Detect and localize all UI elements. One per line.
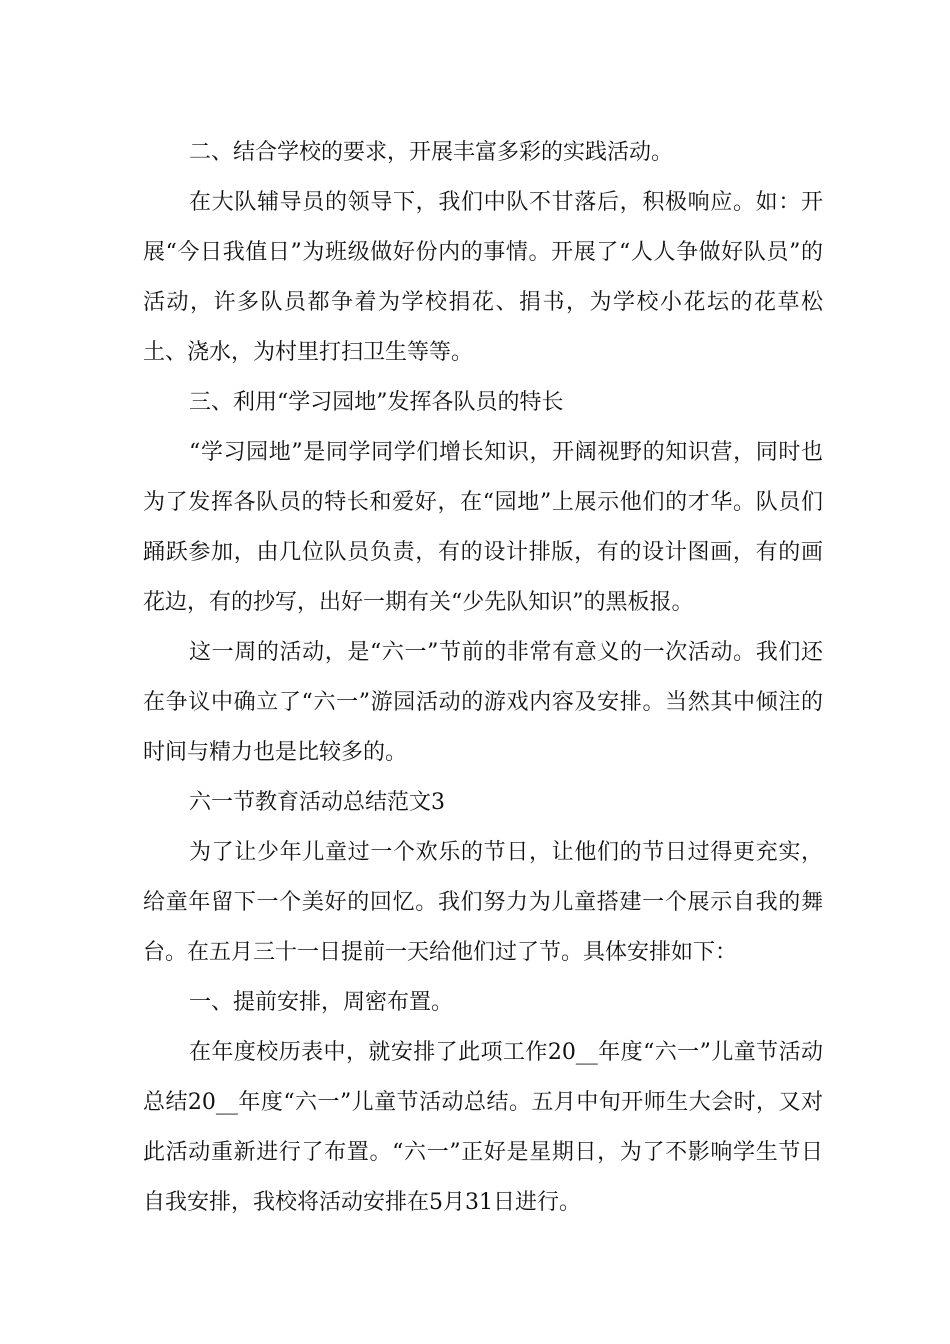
- section-heading-advance-planning: 一、提前安排，周密布置。: [189, 990, 454, 1015]
- paragraph-learning-garden: “学习园地”是同学同学们增长知识，开阔视野的知识营，同时也为了发挥各队员的特长和爱好，在“园地”上展示他们的才华。队员们踊跃参加，由几位队员负责，有的设计排版，有的设计图画，有的画花边，有的抄写，出好一期有关“少先队知识”的黑板报。: [143, 440, 823, 615]
- paragraph-squad-response: 在大队辅导员的领导下，我们中队不甘落后，积极响应。如：开展“今日我值日”为班级做好份内的事情。开展了“人人争做好队员”的活动，许多队员都争着为学校捐花、捐书，为学校小花坛的花草松土、浇水，为村里打扫卫生等等。: [143, 190, 823, 365]
- paragraph-introduction: 为了让少年儿童过一个欢乐的节日，让他们的节日过得更充实，给童年留下一个美好的回忆。我们努力为儿童搭建一个展示自我的舞台。在五月三十一日提前一天给他们过了节。具体安排如下：: [143, 840, 823, 965]
- article-title-sample-3: 六一节教育活动总结范文3: [189, 790, 445, 815]
- section-heading-practice-activities: 二、结合学校的要求，开展丰富多彩的实践活动。: [189, 140, 674, 165]
- paragraph-schedule: 在年度校历表中，就安排了此项工作20__年度“六一”儿童节活动总结20__年度“六一”儿童节活动总结。五月中旬开师生大会时，又对此活动重新进行了布置。“六一”正好是星期日，为了不影响学生节日自我安排，我校将活动安排在5月31日进行。: [143, 1040, 823, 1215]
- paragraph-week-summary: 这一周的活动，是“六一”节前的非常有意义的一次活动。我们还在争议中确立了“六一”游园活动的游戏内容及安排。当然其中倾注的时间与精力也是比较多的。: [143, 640, 823, 765]
- section-heading-learning-garden: 三、利用“学习园地”发挥各队员的特长: [189, 390, 564, 415]
- document-body: [143, 128, 823, 1228]
